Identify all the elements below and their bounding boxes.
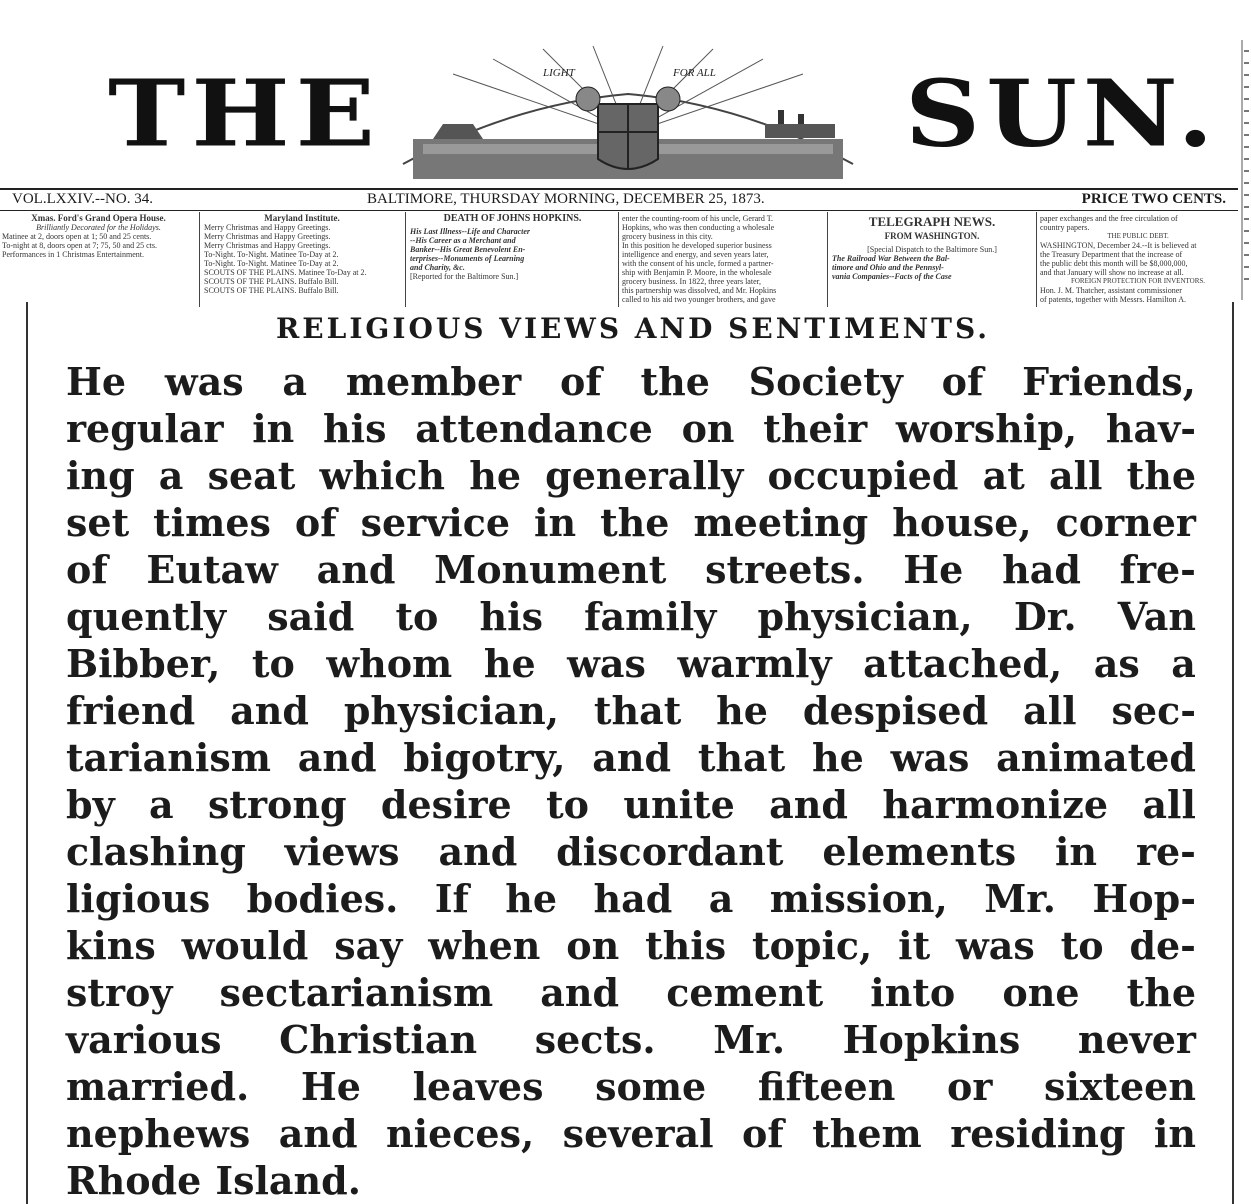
- dateline-bar: [0, 190, 1236, 210]
- column-line: Banker--His Great Benevolent En-: [410, 245, 526, 254]
- article-line: set times of service in the meeting house, corner: [66, 500, 1196, 545]
- column-heading: Maryland Institute.: [264, 214, 340, 223]
- column-line: country papers.: [1040, 223, 1090, 232]
- sun-emblem-illustration: [393, 44, 863, 186]
- column-line: grocery business. In 1822, three years later,: [622, 277, 761, 286]
- column-line: In this position he developed superior business: [622, 241, 772, 250]
- column-line: with the consent of his uncle, formed a partner-: [622, 259, 774, 268]
- article-heading: RELIGIOUS VIEWS AND SENTIMENTS.: [276, 312, 990, 345]
- adjacent-column-fragment: [1241, 40, 1251, 300]
- column-death-of-johns-hopkins: [410, 214, 615, 306]
- column-line: intelligence and energy, and seven years later,: [622, 250, 769, 259]
- column-line: this partnership was dissolved, and Mr. Hopkins: [622, 286, 777, 295]
- column-line: Merry Christmas and Happy Greetings.: [204, 223, 331, 232]
- column-line: WASHINGTON, December 24.--It is believed at: [1040, 241, 1197, 250]
- column-ford-opera-house: [2, 214, 195, 306]
- column-divider: [1036, 212, 1037, 307]
- column-line: SCOUTS OF THE PLAINS. Matinee To-Day at 2.: [204, 268, 367, 277]
- column-heading: DEATH OF JOHNS HOPKINS.: [443, 214, 582, 224]
- column-line: To-night at 8, doors open at 7; 75, 50 and 25 cts.: [2, 241, 157, 250]
- column-line: FOREIGN PROTECTION FOR INVENTORS.: [1070, 277, 1206, 285]
- column-subheading: FROM WASHINGTON.: [884, 231, 980, 241]
- article-line: nephews and nieces, several of them residing in: [66, 1111, 1196, 1156]
- column-line: Hon. J. M. Thatcher, assistant commissioner: [1040, 286, 1182, 295]
- column-public-debt: [1040, 214, 1236, 306]
- column-divider: [827, 212, 828, 307]
- publication-date: BALTIMORE, THURSDAY MORNING, DECEMBER 25, 1873.: [367, 191, 765, 207]
- article-line: married. He leaves some fifteen or sixteen: [66, 1064, 1196, 1109]
- column-divider: [405, 212, 406, 307]
- column-divider: [199, 212, 200, 307]
- column-line: the public debt this month will be $8,000,000,: [1040, 259, 1188, 268]
- masthead: [0, 0, 1251, 190]
- column-line: The Railroad War Between the Bal-: [832, 254, 950, 263]
- article-line: regular in his attendance on their worship, hav-: [66, 406, 1196, 451]
- column-maryland-institute: [204, 214, 400, 306]
- article-line: quently said to his family physician, Dr. Van: [66, 594, 1196, 639]
- column-line: Merry Christmas and Happy Greetings.: [204, 232, 331, 241]
- column-line: grocery business in this city.: [622, 232, 713, 241]
- column-line: --His Career as a Merchant and: [410, 236, 516, 245]
- column-line: terprises--Monuments of Learning: [410, 254, 525, 263]
- column-line: paper exchanges and the free circulation of: [1040, 214, 1178, 223]
- newspaper-title-sun: SUN.: [905, 59, 1220, 168]
- column-line: SCOUTS OF THE PLAINS. Buffalo Bill.: [204, 286, 339, 295]
- column-hopkins-biography: [622, 214, 822, 306]
- column-subtitle: Brilliantly Decorated for the Holidays.: [36, 223, 161, 232]
- column-line: THE PUBLIC DEBT.: [1107, 232, 1169, 240]
- article-line: friend and physician, that he despised all sec-: [66, 688, 1196, 733]
- column-telegraph-news: [832, 214, 1032, 306]
- column-line: [Reported for the Baltimore Sun.]: [410, 272, 519, 281]
- article-line: of Eutaw and Monument streets. He had fre-: [66, 547, 1196, 592]
- volume-number: VOL.LXXIV.--NO. 34.: [12, 191, 153, 207]
- article-line: ing a seat which he generally occupied at all the: [66, 453, 1196, 498]
- column-line: Performances in 1 Christmas Entertainment.: [2, 250, 144, 259]
- emblem-motto-left: LIGHT: [543, 67, 575, 79]
- column-divider: [618, 212, 619, 307]
- article-line: ligious bodies. If he had a mission, Mr. Hop-: [66, 876, 1196, 921]
- article-line: tarianism and bigotry, and that he was animated: [66, 735, 1196, 780]
- column-heading: TELEGRAPH NEWS.: [868, 214, 996, 229]
- column-line: Matinee at 2, doors open at 1; 50 and 25 cents.: [2, 232, 152, 241]
- column-line: and that January will show no increase at all.: [1040, 268, 1184, 277]
- column-line: Merry Christmas and Happy Greetings.: [204, 241, 331, 250]
- dateline-rule: [0, 210, 1238, 211]
- article-line: kins would say when on this topic, it was to de-: [66, 923, 1196, 968]
- article-line: He was a member of the Society of Friends,: [66, 359, 1196, 404]
- emblem-motto-right: FOR ALL: [673, 67, 716, 79]
- column-line: ship with Benjamin P. Moore, in the wholesale: [622, 268, 772, 277]
- column-line: timore and Ohio and the Pennsyl-: [832, 263, 944, 272]
- column-line: called to his aid two younger brothers, and gave: [622, 295, 776, 304]
- column-line: the Treasury Department that the increase of: [1040, 250, 1183, 259]
- column-line: To-Night. To-Night. Matinee To-Day at 2.: [204, 250, 339, 259]
- column-line: Hopkins, who was then conducting a wholesale: [622, 223, 775, 232]
- price-label: PRICE TWO CENTS.: [1081, 191, 1226, 207]
- column-line: SCOUTS OF THE PLAINS. Buffalo Bill.: [204, 277, 339, 286]
- article-line: Bibber, to whom he was warmly attached, as a: [66, 641, 1196, 686]
- article-line: stroy sectarianism and cement into one the: [66, 970, 1196, 1015]
- column-line: and Charity, &c.: [410, 263, 465, 272]
- column-line: His Last Illness--Life and Character: [410, 227, 531, 236]
- column-line: vania Companies--Facts of the Case: [832, 272, 952, 281]
- column-heading: Xmas. Ford's Grand Opera House.: [31, 214, 166, 223]
- article-line: by a strong desire to unite and harmonize all: [66, 782, 1196, 827]
- article-line: Rhode Island.: [66, 1158, 361, 1203]
- article-clipping: [26, 302, 1234, 1204]
- column-line: To-Night. To-Night. Matinee To-Day at 2.: [204, 259, 339, 268]
- column-line: enter the counting-room of his uncle, Gerard T.: [622, 214, 773, 223]
- article-line: various Christian sects. Mr. Hopkins never: [66, 1017, 1196, 1062]
- article-line: clashing views and discordant elements in re-: [66, 829, 1196, 874]
- article-body: [66, 358, 1196, 1204]
- column-line: of patents, together with Messrs. Hamilton A.: [1040, 295, 1186, 304]
- column-line: [Special Dispatch to the Baltimore Sun.]: [867, 245, 997, 254]
- newspaper-title-the: THE: [108, 59, 381, 168]
